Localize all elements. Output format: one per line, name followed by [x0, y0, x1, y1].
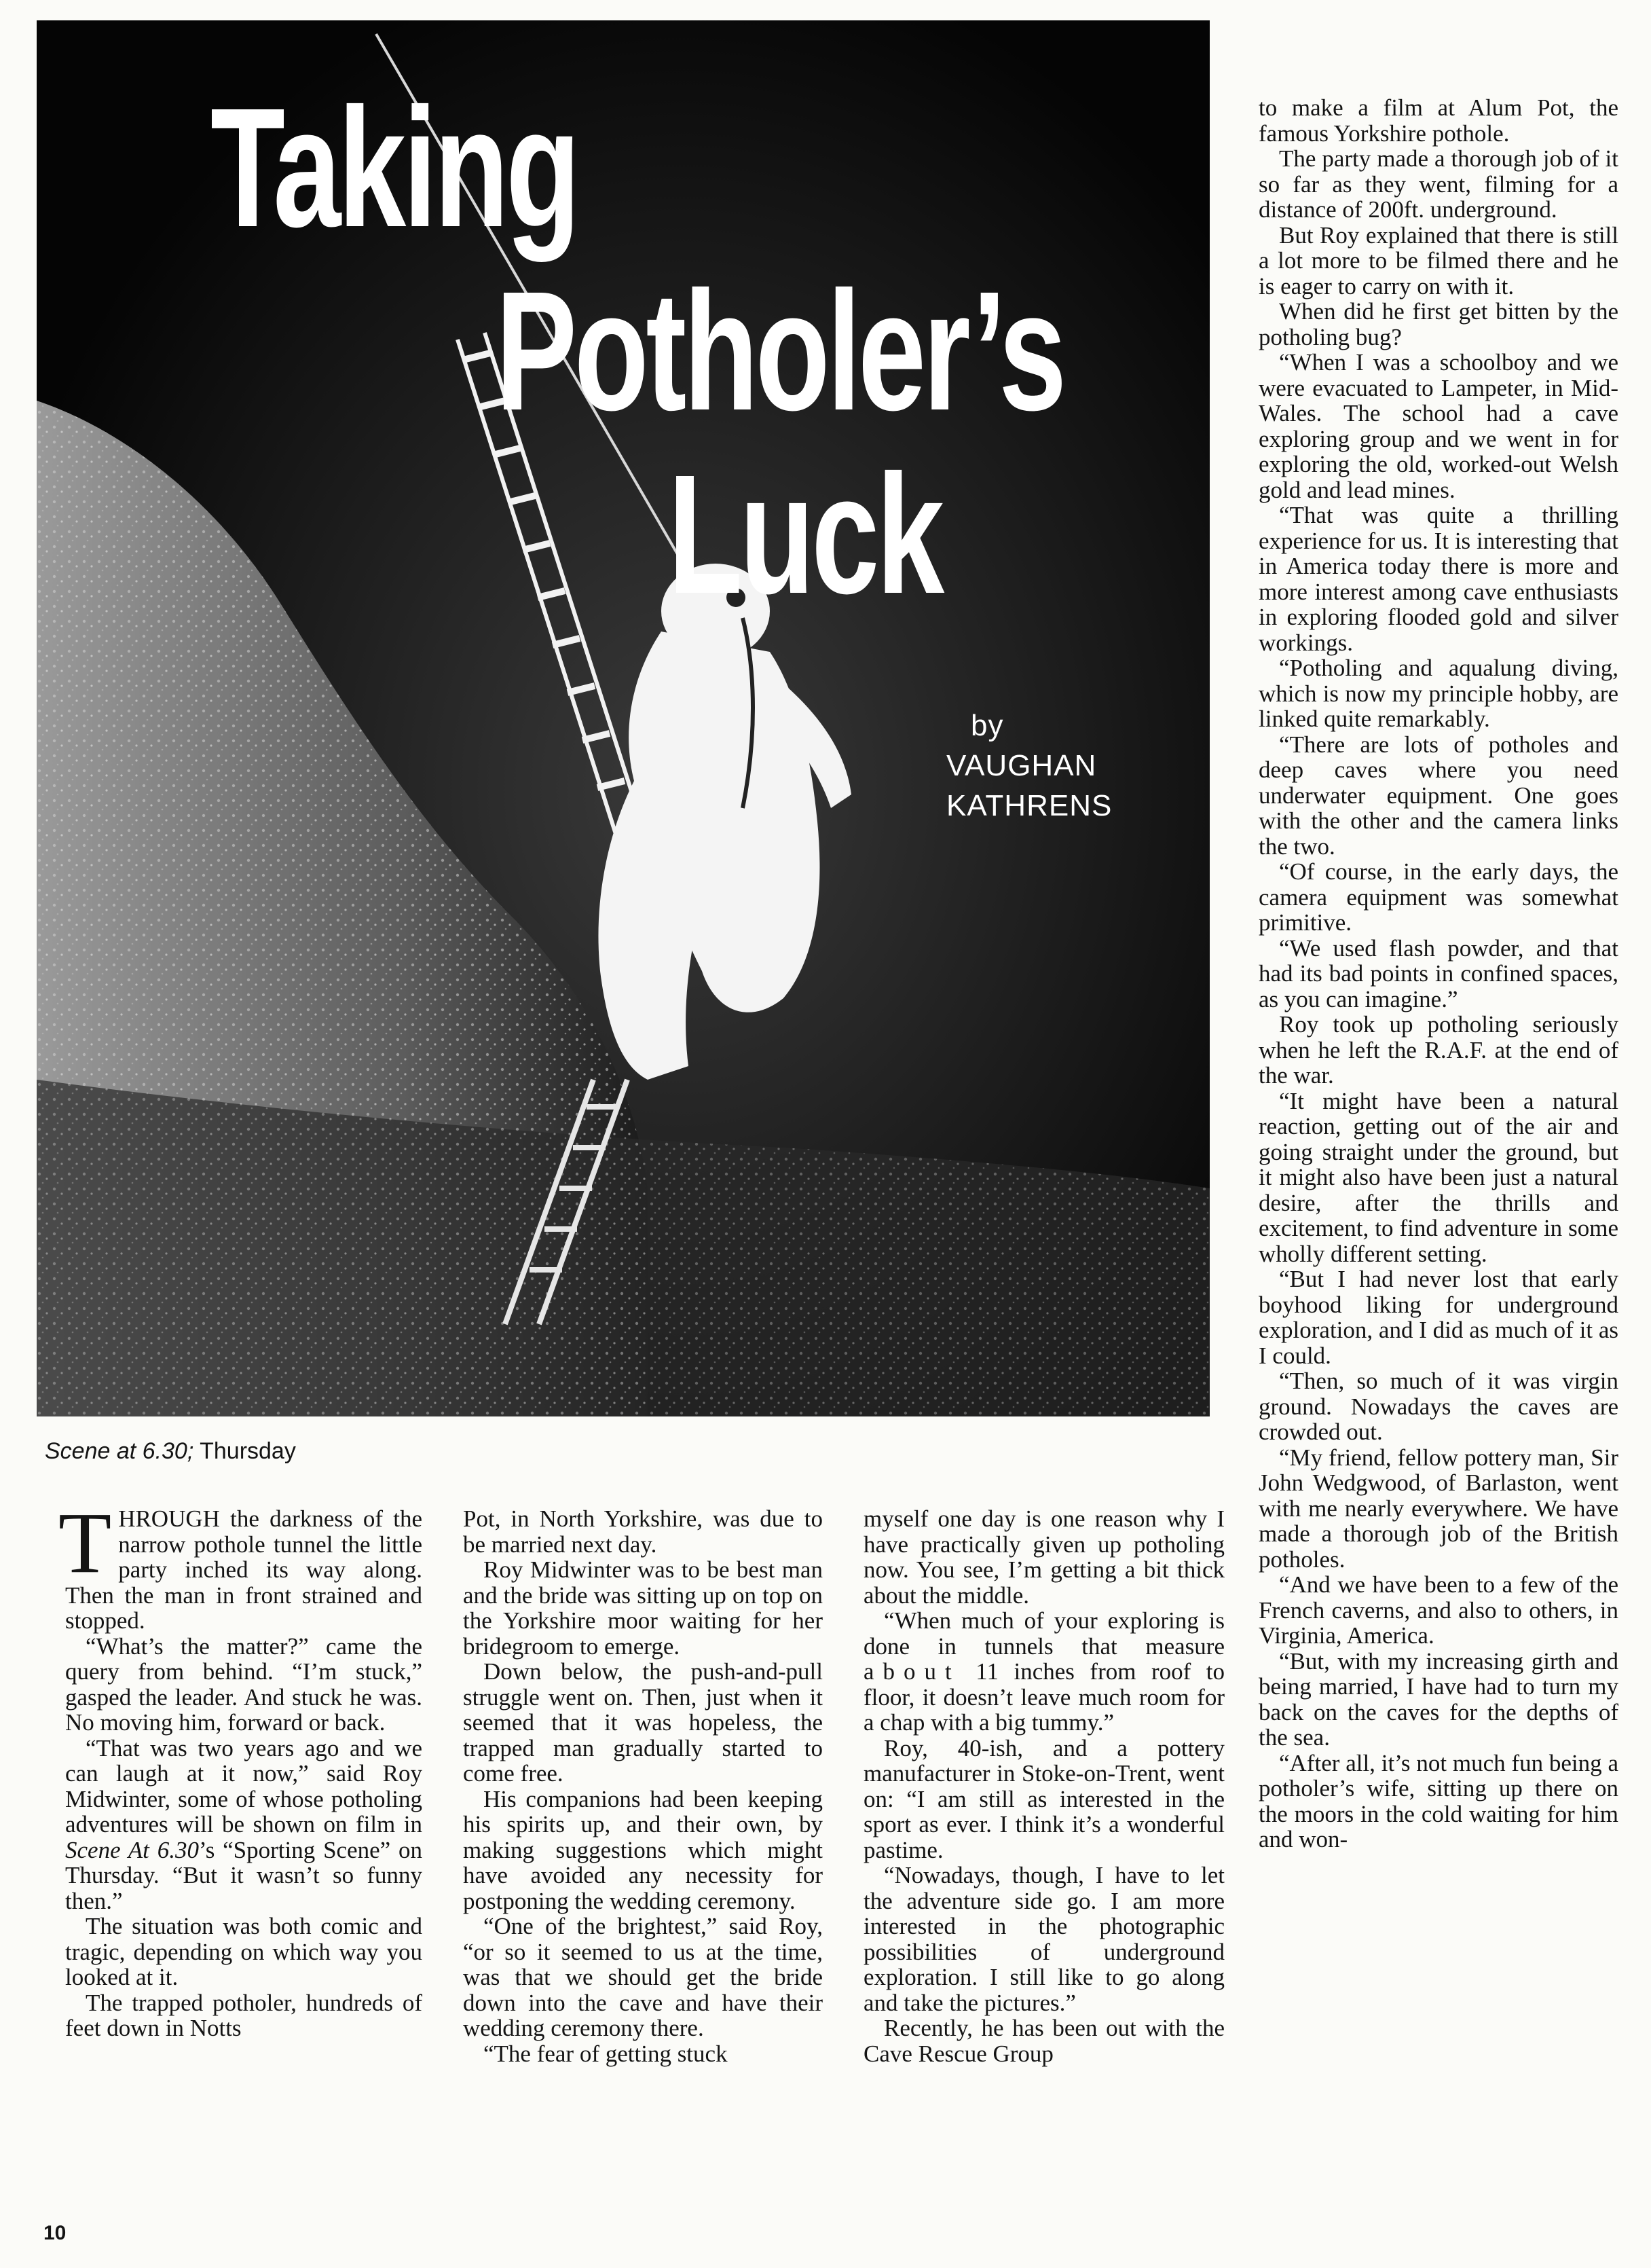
- cave-photograph: [37, 20, 1210, 1416]
- paragraph-continued: myself one day is one reason why I have practically given up potholing now. You see, I’m getting a bit thick about the middle.: [864, 1505, 1225, 1609]
- paragraph: Roy Midwinter was to be best man and the bride was sitting up on top on the Yorkshire moor waiting for her bridegroom to emerge.: [463, 1556, 823, 1660]
- paragraph-continued: to make a film at Alum Pot, the famous Yorkshire pothole.: [1259, 94, 1618, 147]
- paragraph-text: “When much of your exploring is done in tunnels that measure: [864, 1607, 1225, 1660]
- paragraph: Roy, 40-ish, and a pottery manufacturer in Stoke-on-Trent, went on: “I am still as interested in the sport as ever. I think it’s a wonderful pastime.: [864, 1734, 1225, 1863]
- article-column-2: [463, 1506, 823, 2066]
- page-number: 10: [43, 2222, 67, 2244]
- paragraph: “Of course, in the early days, the camera equipment was somewhat primitive.: [1259, 858, 1618, 936]
- paragraph: “My friend, fellow pottery man, Sir John Wedgwood, of Barlaston, went with me nearly everywhere. We have made a thorough job of the British potholes.: [1259, 1444, 1618, 1573]
- headline-line-1: Taking: [210, 73, 578, 262]
- headline-line-2: Potholer’s: [496, 256, 1064, 445]
- article-column-4: [1259, 95, 1618, 1852]
- paragraph: When did he first get bitten by the potholing bug?: [1259, 298, 1618, 350]
- programme-title: Scene At 6.30: [65, 1836, 199, 1863]
- paragraph: His companions had been keeping his spirits up, and their own, by making suggestions which might have avoided any necessity for postponing the wedding ceremony.: [463, 1785, 823, 1914]
- paragraph-text: “That was two years ago and we can laugh at it now,” said Roy Midwinter, some of whose potholing adventures will be shown on film in: [65, 1734, 422, 1837]
- article-column-1: [58, 1495, 423, 2041]
- paragraph-text: 11 inches from roof to floor, it doesn’t leave much room for a chap with a big tummy.”: [864, 1658, 1225, 1736]
- paragraph: Recently, he has been out with the Cave Rescue Group: [864, 2015, 1225, 2067]
- paragraph: “When I was a schoolboy and we were evacuated to Lampeter, in Mid-Wales. The school had a cave exploring group and we went in for exploring the old, worked-out Welsh gold and lead mines.: [1259, 349, 1618, 503]
- lead-paragraph: [58, 1495, 422, 1634]
- caption-programme: Scene at 6.30;: [45, 1438, 194, 1464]
- paragraph: The party made a thorough job of it so far as they went, filming for a distance of 200ft. underground.: [1259, 145, 1618, 223]
- paragraph: “But I had never lost that early boyhood liking for underground exploration, and I did as much of it as I could.: [1259, 1266, 1618, 1369]
- paragraph: “But, with my increasing girth and being married, I have had to turn my back on the caves for the depths of the sea.: [1259, 1647, 1618, 1751]
- paragraph: [65, 1736, 422, 1914]
- paragraph: “It might have been a natural reaction, getting out of the air and going straight under the ground, but it might also have been just a natural desire, after the thrills and excitement, to find adventure in some wholly different setting.: [1259, 1087, 1618, 1267]
- author-first-name: VAUGHAN: [946, 748, 1097, 782]
- byline: [946, 706, 1112, 826]
- paragraph: Roy took up potholing seriously when he left the R.A.F. at the end of the war.: [1259, 1011, 1618, 1089]
- paragraph: “After all, it’s not much fun being a potholer’s wife, sitting up there on the moors in the cold waiting for him and won-: [1259, 1749, 1618, 1852]
- paragraph-continued: Pot, in North Yorkshire, was due to be married next day.: [463, 1505, 823, 1558]
- paragraph-text: ’s “Sporting Scene” on Thursday. “But it wasn’t so funny then.”: [65, 1836, 423, 1914]
- author-last-name: KATHRENS: [946, 788, 1113, 822]
- paragraph: “Potholing and aqualung diving, which is now my principle hobby, are linked quite remarkably.: [1259, 655, 1618, 732]
- paragraph: “There are lots of potholes and deep caves where you need underwater equipment. One goes with the other and the camera links the two.: [1259, 731, 1618, 860]
- spaced-word: about: [864, 1658, 961, 1685]
- caption-day: Thursday: [193, 1438, 296, 1464]
- paragraph: The trapped potholer, hundreds of feet down in Notts: [65, 1989, 422, 2041]
- paragraph: The situation was both comic and tragic, depending on which way you looked at it.: [65, 1913, 422, 1990]
- paragraph: “We used flash powder, and that had its bad points in confined spaces, as you can imagine.”: [1259, 934, 1618, 1012]
- paragraph: “Nowadays, though, I have to let the adventure side go. I am more interested in the photographic possibilities of underground exploration. I still like to go along and take the pictures.”: [864, 1862, 1225, 2016]
- paragraph: “What’s the matter?” came the query from behind. “I’m stuck,” gasped the leader. And stuck he was. No moving him, forward or back.: [65, 1632, 422, 1736]
- drop-cap: T: [58, 1495, 112, 1591]
- article-column-3: [864, 1506, 1225, 2066]
- lead-text: HROUGH the darkness of the narrow pothole tunnel the little party inched its way along. Then the man in front strained and stopped.: [65, 1505, 422, 1634]
- paragraph: “Then, so much of it was virgin ground. Nowadays the caves are crowded out.: [1259, 1368, 1618, 1445]
- photo-caption: [45, 1438, 296, 1465]
- paragraph: “And we have been to a few of the French caverns, and also to others, in Virginia, America.: [1259, 1571, 1618, 1649]
- paragraph: Down below, the push-and-pull struggle went on. Then, just when it seemed that it was hopeless, the trapped man gradually started to come free.: [463, 1658, 823, 1787]
- headline-line-3: Luck: [668, 439, 942, 629]
- paragraph: “That was quite a thrilling experience for us. It is interesting that in America today there is more and more interest among cave enthusiasts in exploring flooded gold and silver workings.: [1259, 502, 1618, 656]
- paragraph: “One of the brightest,” said Roy, “or so it seemed to us at the time, was that we should get the bride down into the cave and have their wedding ceremony there.: [463, 1913, 823, 2041]
- paragraph: But Roy explained that there is still a lot more to be filmed there and he is eager to carry on with it.: [1259, 221, 1618, 299]
- paragraph: “The fear of getting stuck: [483, 2040, 728, 2067]
- paragraph: [864, 1608, 1225, 1736]
- byline-by: by: [971, 709, 1004, 742]
